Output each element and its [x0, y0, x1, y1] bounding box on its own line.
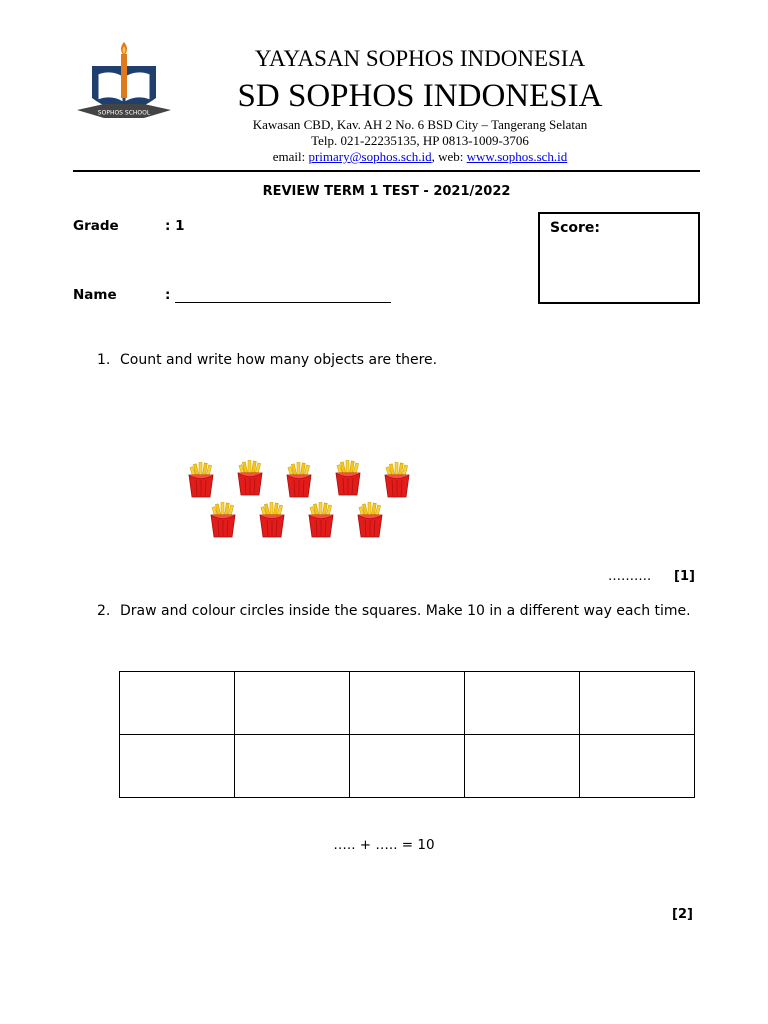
name-label: Name: [73, 287, 117, 303]
question-1-number: 1.: [97, 352, 111, 368]
ten-frame-grid: [119, 671, 695, 798]
french-fries-icon: [257, 502, 287, 538]
name-answer-line[interactable]: [175, 302, 391, 303]
french-fries-icon: [355, 502, 385, 538]
question-1-answer-blank[interactable]: ……….: [608, 569, 652, 584]
name-colon: :: [165, 287, 171, 303]
score-label: Score:: [550, 220, 600, 236]
grid-cell[interactable]: [235, 735, 350, 798]
test-title: REVIEW TERM 1 TEST - 2021/2022: [262, 184, 511, 199]
school-logo: [74, 40, 174, 126]
header-divider: [73, 170, 700, 172]
grid-cell[interactable]: [465, 672, 580, 735]
grid-cell[interactable]: [350, 672, 465, 735]
question-1-marks: [1]: [674, 569, 695, 584]
grid-cell[interactable]: [120, 735, 235, 798]
logo-lettering: SOPHOS SCHOOL: [97, 109, 151, 117]
school-address: Kawasan CBD, Kav. AH 2 No. 6 BSD City – Tangerang Selatan: [252, 117, 588, 132]
grid-row: [120, 735, 695, 798]
french-fries-icon: [235, 460, 265, 496]
french-fries-icon: [284, 462, 314, 498]
grid-cell[interactable]: [580, 672, 695, 735]
french-fries-icon: [306, 502, 336, 538]
question-1-text: Count and write how many objects are there.: [120, 352, 438, 368]
grid-cell[interactable]: [580, 735, 695, 798]
website-link[interactable]: www.sophos.sch.id: [466, 149, 568, 164]
grade-value: : 1: [165, 218, 185, 234]
email-prefix: email:: [272, 149, 309, 164]
grade-label: Grade: [73, 218, 119, 234]
french-fries-icon: [208, 502, 238, 538]
grid-row: [120, 672, 695, 735]
grid-cell[interactable]: [235, 672, 350, 735]
french-fries-icon: [333, 460, 363, 496]
question-2-text: Draw and colour circles inside the squares. Make 10 in a different way each time.: [120, 603, 691, 619]
score-box[interactable]: [538, 212, 700, 304]
question-2-equation: ….. + ….. = 10: [333, 837, 435, 853]
org-name: YAYASAN SOPHOS INDONESIA: [254, 46, 586, 71]
grid-cell[interactable]: [465, 735, 580, 798]
grid-cell[interactable]: [350, 735, 465, 798]
question-2-marks: [2]: [672, 907, 693, 922]
school-name: SD SOPHOS INDONESIA: [237, 78, 603, 114]
email-link[interactable]: primary@sophos.sch.id: [308, 149, 432, 164]
french-fries-icon: [186, 462, 216, 498]
french-fries-icon: [382, 462, 412, 498]
web-prefix: , web:: [431, 149, 467, 164]
grid-cell[interactable]: [120, 672, 235, 735]
contact-line: [180, 149, 660, 165]
school-phone: Telp. 021-22235135, HP 0813-1009-3706: [311, 133, 529, 148]
question-2-number: 2.: [97, 603, 111, 619]
